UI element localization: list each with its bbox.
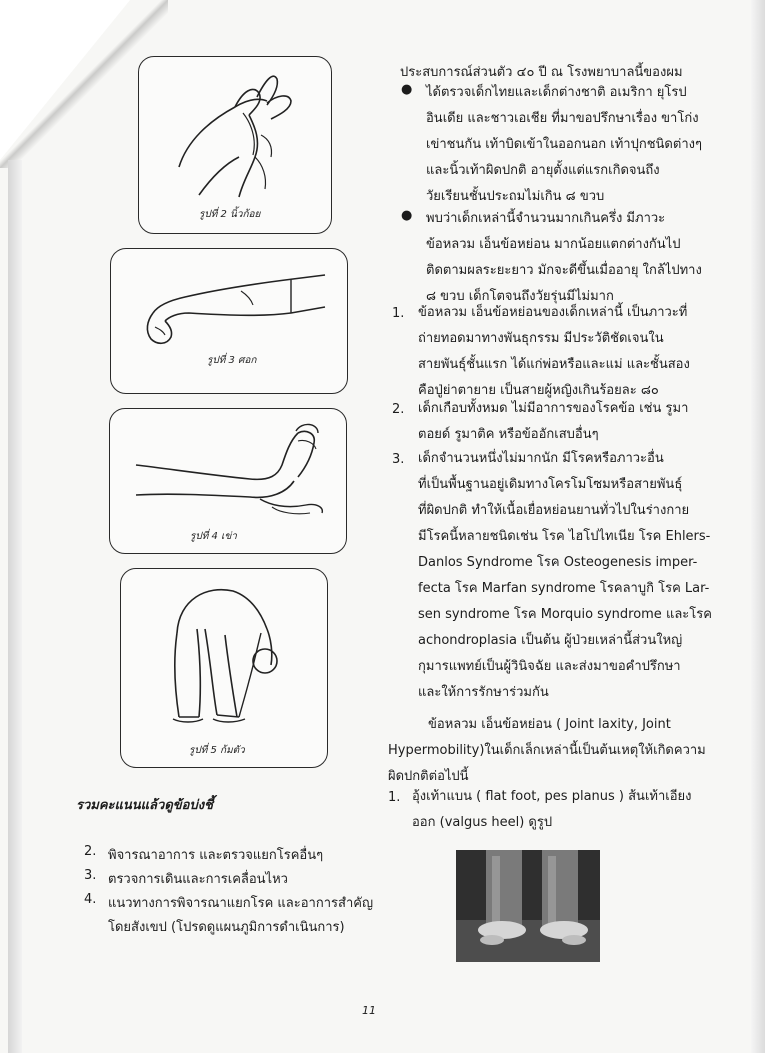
item-number: 1.: [392, 306, 405, 321]
figure-knee-test: [109, 408, 347, 554]
left-item-3: ตรวจการเดินและการเคลื่อนไหว: [108, 872, 288, 887]
flat-feet-photo: [456, 850, 600, 962]
bullet-1-line-4: และนิ้วเท้าผิดปกติ อายุตั้งแต่แรกเกิดจนถึง: [426, 163, 660, 178]
item-3-line-1: เด็กจำนวนหนึ่งไม่มากนัก มีโรคหรือภาวะอื่น: [418, 451, 664, 466]
item-3-line-5: Danlos Syndrome โรค Osteogenesis imper-: [418, 555, 698, 570]
arm-elbow-illustration: [111, 249, 347, 393]
figure-finger-test: [138, 56, 332, 234]
item-1-line-3: สายพันธุ์ชั้นแรก ได้แก่พ่อหรือและแม่ และชั้นสอง: [418, 357, 690, 372]
left-item-number: 2.: [84, 844, 97, 859]
bullet-dot: ●: [401, 82, 413, 97]
left-item-number: 4.: [84, 892, 97, 907]
bullet-1-line-1: ได้ตรวจเด็กไทยและเด็กต่างชาติ อเมริกา ยุโรป: [426, 85, 687, 100]
left-item-4-line-1: แนวทางการพิจารณาแยกโรค และอาการสำคัญ: [108, 896, 374, 911]
page-right-edge: [751, 0, 765, 1053]
bullet-dot: ●: [401, 208, 413, 223]
paragraph-line-2: Hypermobility)ในเด็กเล็กเหล่านี้เป็นต้นเหตุให้เกิดความ: [388, 743, 706, 758]
left-item-2: พิจารณาอาการ และตรวจแยกโรคอื่นๆ: [108, 848, 324, 863]
item-number: 2.: [392, 402, 405, 417]
feet-photo-graphic: [456, 850, 600, 962]
flatfoot-line-2: ออก (valgus heel) ดูรูป: [412, 815, 553, 830]
item-3-line-2: ที่เป็นพื้นฐานอยู่เดิมทางโครโมโซมหรือสายพันธุ์: [418, 477, 683, 492]
bullet-1-line-5: วัยเรียนชั้นประถมไม่เกิน ๘ ขวบ: [426, 189, 605, 204]
bullet-1-line-2: อินเดีย และชาวเอเชีย ที่มาขอปรึกษาเรื่อง ขาโก่ง: [426, 111, 699, 126]
figure-5-caption: รูปที่ 5 ก้มตัว: [189, 745, 245, 756]
item-number: 3.: [392, 452, 405, 467]
item-2-line-1: เด็กเกือบทั้งหมด ไม่มีอาการของโรคข้อ เช่น รูมา: [418, 401, 689, 416]
item-3-line-7: sen syndrome โรค Morquio syndrome และโรค: [418, 607, 712, 622]
figure-3-caption: รูปที่ 3 ศอก: [207, 355, 257, 366]
intro-line: ประสบการณ์ส่วนตัว ๔๐ ปี ณ โรงพยาบาลนี้ของผม: [400, 65, 683, 80]
bullet-2-line-4: ๘ ขวบ เด็กโตจนถึงวัยรุ่นมีไม่มาก: [426, 289, 614, 304]
page-binding-edge: [8, 160, 22, 1053]
figure-2-caption: รูปที่ 2 นิ้วก้อย: [199, 209, 261, 220]
item-3-line-4: มีโรคนี้หลายชนิดเช่น โรค ไฮโปไทเนีย โรค Ehlers-: [418, 529, 711, 544]
bullet-1-line-3: เข่าชนกัน เท้าบิดเข้าในออกนอก เท้าปุกชนิดต่างๆ: [426, 137, 702, 152]
item-2-line-2: ตอยด์ รูมาติค หรือข้ออักเสบอื่นๆ: [418, 427, 599, 442]
paragraph-line-3: ผิดปกติต่อไปนี้: [388, 769, 469, 784]
item-3-line-8: achondroplasia เป็นต้น ผู้ป่วยเหล่านี้ส่วนใหญ่: [418, 633, 683, 648]
item-3-line-10: และให้การรักษาร่วมกัน: [418, 685, 549, 700]
page-number: 11: [362, 1004, 376, 1017]
score-heading: รวมคะแนนแล้วดูข้อบ่งชี้: [76, 798, 213, 813]
item-1-line-4: คือปู่ย่าตายาย เป็นสายผู้หญิงเกินร้อยละ ๘๐: [418, 383, 659, 398]
bullet-2-line-3: ติดตามผลระยะยาว มักจะดีขึ้นเมื่ออายุ ใกล้ไปทาง: [426, 263, 702, 278]
item-3-line-3: ที่ผิดปกติ ทำให้เนื้อเยื่อหย่อนยานทั่วไปในร่างกาย: [418, 503, 690, 518]
bullet-2-line-2: ข้อหลวม เอ็นข้อหย่อน มากน้อยแตกต่างกันไป: [426, 237, 681, 252]
figure-forward-bend-test: [120, 568, 328, 768]
item-1-line-2: ถ่ายทอดมาทางพันธุกรรม มีประวัติชัดเจนใน: [418, 331, 664, 346]
item-number: 1.: [388, 790, 401, 805]
item-3-line-9: กุมารแพทย์เป็นผู้วินิจฉัย และส่งมาขอคำปรึกษา: [418, 659, 681, 674]
item-3-line-6: fecta โรค Marfan syndrome โรคลาบูกิ โรค Lar-: [418, 581, 710, 596]
flatfoot-line-1: อุ้งเท้าแบน ( flat foot, pes planus ) ส้นเท้าเอียง: [412, 789, 692, 804]
bullet-2-line-1: พบว่าเด็กเหล่านี้จำนวนมากเกินครึ่ง มีภาวะ: [426, 211, 666, 226]
figure-elbow-test: [110, 248, 348, 394]
item-1-line-1: ข้อหลวม เอ็นข้อหย่อนของเด็กเหล่านี้ เป็นภาวะที่: [418, 305, 688, 320]
left-item-number: 3.: [84, 868, 97, 883]
left-item-4-line-2: โดยสังเขป (โปรดดูแผนภูมิการดำเนินการ): [108, 920, 345, 935]
paragraph-line-1: ข้อหลวม เอ็นข้อหย่อน ( Joint laxity, Joint: [428, 717, 671, 732]
figure-4-caption: รูปที่ 4 เข่า: [190, 531, 237, 542]
forward-bend-illustration: [121, 569, 327, 767]
